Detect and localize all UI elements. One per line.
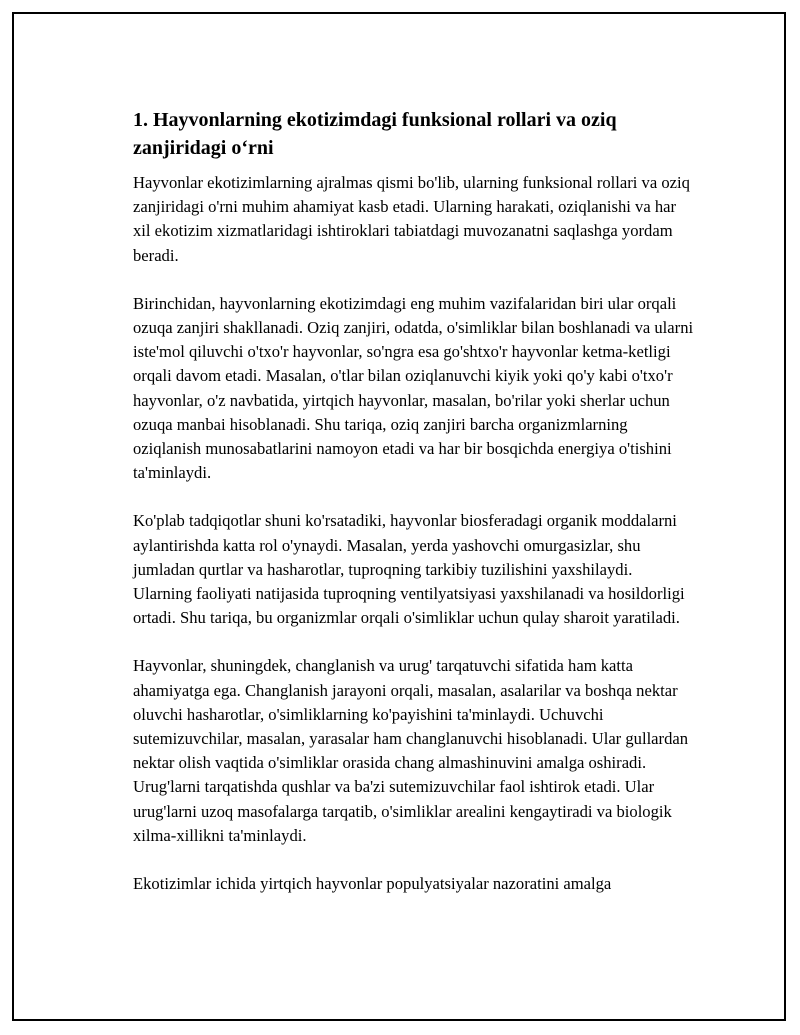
paragraph: Ko'plab tadqiqotlar shuni ko'rsatadiki, hayvonlar biosferadagi organik moddalarni aylantirishda katta rol o'ynaydi. Masalan, yerda yashovchi omurgasizlar, shu jumladan qurtlar va hasharotlar, tuproqning tarkibiy tuzilishini yaxshilaydi. Ularning faoliyati natijasida tuproqning ventilyatsiyasi yaxshilanadi va hosildorligi ortadi. Shu tariqa, bu organizmlar orqali o'simliklar uchun qulay sharoit yaratiladi. — [133, 511, 685, 628]
section-title: 1. Hayvonlarning ekotizimdagi funksional rollari va oziq zanjiridagi o‘rni — [133, 109, 617, 159]
page-frame — [12, 12, 786, 1021]
paragraph: Birinchidan, hayvonlarning ekotizimdagi eng muhim vazifalaridan biri ular orqali ozuqa zanjiri shakllanadi. Oziq zanjiri, odatda, o'simliklar bilan boshlanadi va ularni iste'mol qiluvchi o'txo'r hayvonlar, so'ngra esa go'shtxo'r hayvonlar ketma-ketligi orqali davom etadi. Masalan, o'tlar bilan oziqlanuvchi kiyik yoki qo'y kabi o'txo'r hayvonlar, o'z navbatida, yirtqich hayvonlar, masalan, bo'rilar yoki sherlar uchun ozuqa manbai hisoblanadi. Shu tariqa, oziq zanjiri barcha organizmlarning oziqlanish munosabatlarini namoyon etadi va har bir bosqichda energiya o'tishini ta'minlaydi. — [133, 293, 694, 483]
paragraph: Hayvonlar, shuningdek, changlanish va urug' tarqatuvchi sifatida ham katta ahamiyatga ega. Changlanish jarayoni orqali, masalan, asalarilar va boshqa nektar oluvchi hasharotlar, o'simliklarning ko'payishini ta'minlaydi. Uchuvchi sutemizuvchilar, masalan, yarasalar ham changlanuvchi hisoblanadi. Ular gullardan nektar olish vaqtida o'simliklar orasida chang almashinuvini amalga oshiradi. Urug'larni tarqatishda qushlar va ba'zi sutemizuvchilar faol ishtirok etadi. Ular urug'larni uzoq masofalarga tarqatib, o'simliklar arealini kengaytiradi va biologik xilma-xillikni ta'minlaydi. — [133, 656, 689, 845]
paragraph: Hayvonlar ekotizimlarning ajralmas qismi bo'lib, ularning funksional rollari va oziq zanjiridagi o'rni muhim ahamiyat kasb etadi. Ularning harakati, oziqlanishi va har xil ekotizim xizmatlaridagi ishtiroklari tabiatdagi muvozanatni saqlashga yordam beradi. — [133, 173, 690, 265]
document-body — [133, 106, 695, 920]
paragraph: Ekotizimlar ichida yirtqich hayvonlar populyatsiyalar nazoratini amalga — [133, 874, 612, 894]
